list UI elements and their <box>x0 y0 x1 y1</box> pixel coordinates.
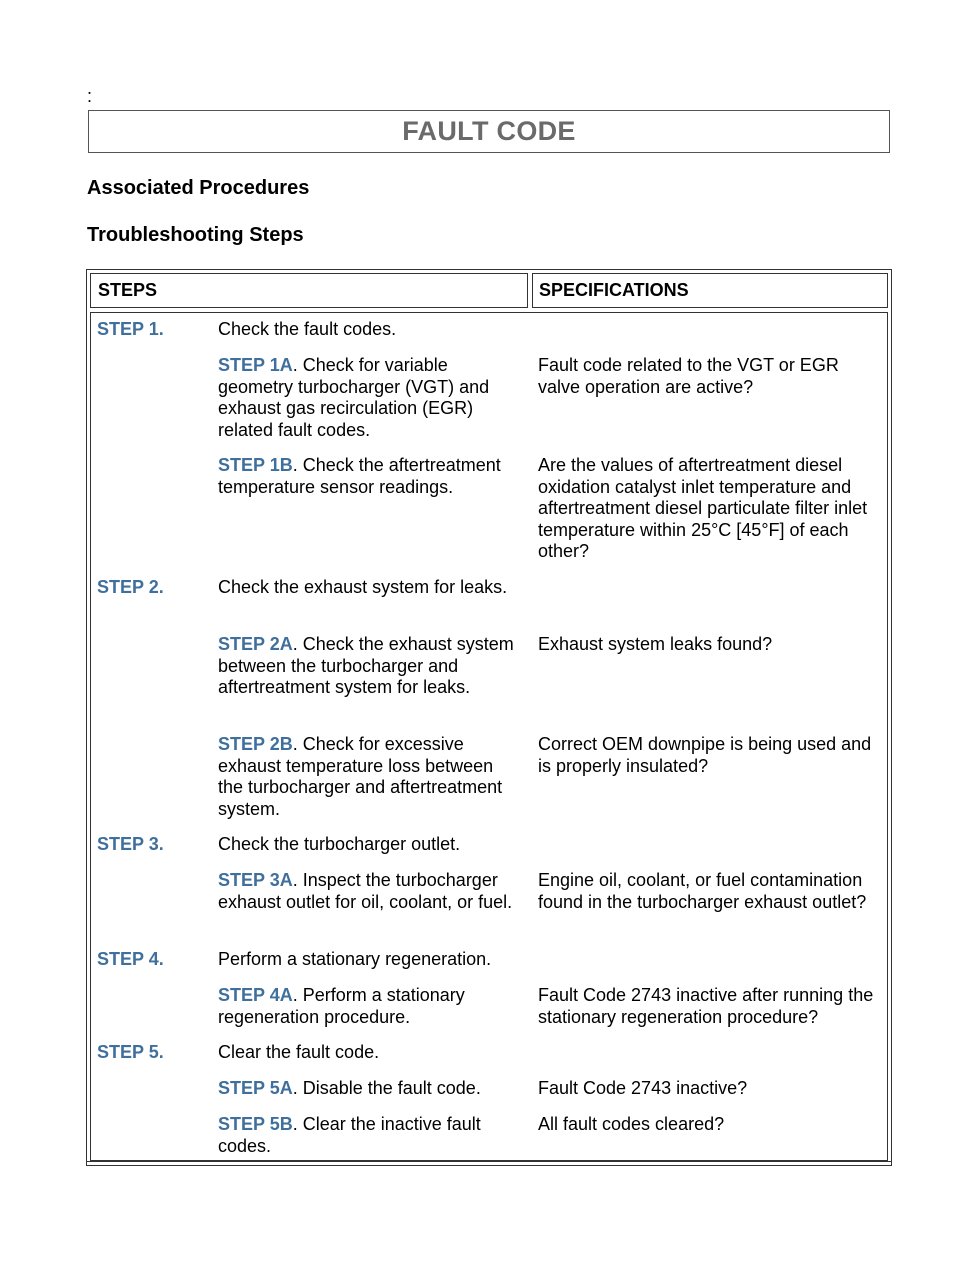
specification-text: Are the values of aftertreatment diesel oxidation catalyst inlet temperature and aftertreatment diesel particulate filter inlet temperature within 25°C [45°F] of each other? <box>538 455 868 561</box>
substep-description: . Check the aftertreatment temperature sensor readings. <box>218 455 501 497</box>
substep-text <box>218 634 523 699</box>
specification-text: Engine oil, coolant, or fuel contamination found in the turbocharger exhaust outlet? <box>538 870 867 912</box>
substep-text <box>218 1078 523 1100</box>
troubleshooting-steps-heading: Troubleshooting Steps <box>87 224 304 246</box>
page-colon: : <box>87 86 93 106</box>
specification-text: Fault code related to the VGT or EGR valve operation are active? <box>538 355 839 397</box>
table-bottom-rule <box>86 1161 892 1162</box>
substep-label: STEP 2B <box>218 734 293 754</box>
substep-description: . Disable the fault code. <box>292 1078 481 1098</box>
specification-text: All fault codes cleared? <box>538 1114 725 1134</box>
substep-text <box>218 455 523 498</box>
substep-text <box>218 1114 523 1157</box>
substep-label: STEP 1A <box>218 355 293 375</box>
substep-label: STEP 1B <box>218 455 293 475</box>
step-text: Perform a stationary regeneration. <box>218 949 492 969</box>
step-text: Check the turbocharger outlet. <box>218 834 461 854</box>
substep-description: . Clear the inactive fault codes. <box>218 1114 481 1156</box>
step-label: STEP 2. <box>97 577 164 597</box>
substep-label: STEP 4A <box>218 985 293 1005</box>
substep-label: STEP 5B <box>218 1114 293 1134</box>
substep-description: . Check the exhaust system between the turbocharger and aftertreatment system for leaks. <box>218 634 514 697</box>
substep-text <box>218 985 523 1028</box>
step-label: STEP 5. <box>97 1042 164 1062</box>
substep-description: . Check for excessive exhaust temperature loss between the turbocharger and aftertreatment system. <box>218 734 503 819</box>
associated-procedures-heading: Associated Procedures <box>87 177 310 199</box>
step-text: Check the fault codes. <box>218 319 397 339</box>
substep-text <box>218 870 523 913</box>
substep-description: . Check for variable geometry turbocharger (VGT) and exhaust gas recirculation (EGR) related fault codes. <box>218 355 490 440</box>
step-text: Clear the fault code. <box>218 1042 380 1062</box>
specification-text: Fault Code 2743 inactive after running the stationary regeneration procedure? <box>538 985 874 1027</box>
specification-text: Exhaust system leaks found? <box>538 634 773 654</box>
substep-label: STEP 2A <box>218 634 293 654</box>
step-text: Check the exhaust system for leaks. <box>218 577 508 597</box>
steps-column-header: STEPS <box>90 273 528 308</box>
substep-description: . Perform a stationary regeneration procedure. <box>218 985 465 1027</box>
substep-text <box>218 355 523 441</box>
step-label: STEP 3. <box>97 834 164 854</box>
step-label: STEP 1. <box>97 319 164 339</box>
specification-text: Correct OEM downpipe is being used and is properly insulated? <box>538 734 872 776</box>
substep-text <box>218 734 523 820</box>
page-title: FAULT CODE <box>402 116 576 146</box>
substep-label: STEP 5A <box>218 1078 293 1098</box>
step-label: STEP 4. <box>97 949 164 969</box>
specifications-column-header: SPECIFICATIONS <box>532 273 888 308</box>
substep-label: STEP 3A <box>218 870 293 890</box>
specification-text: Fault Code 2743 inactive? <box>538 1078 748 1098</box>
substep-description: . Inspect the turbocharger exhaust outlet for oil, coolant, or fuel. <box>218 870 513 912</box>
title-box <box>88 110 890 153</box>
